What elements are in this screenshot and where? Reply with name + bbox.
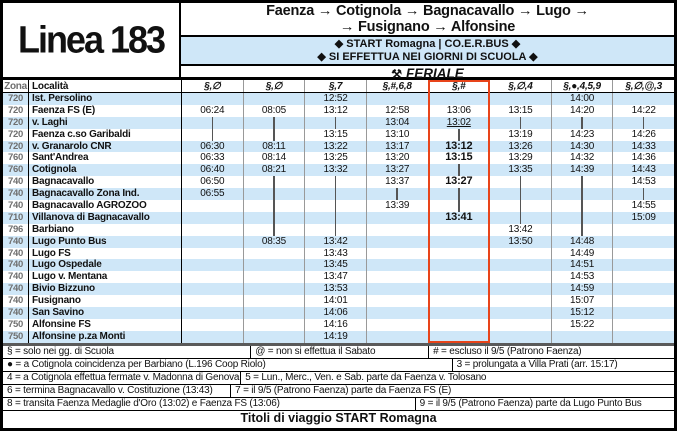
time-cell [613,271,674,283]
school-days-line: ◆ SI EFFETTUA NEI GIORNI DI SCUOLA ◆ [317,50,538,63]
stop-name: Lugo v. Mentana [29,271,182,283]
stop-name: Cotignola [29,164,182,176]
time-cell [367,307,429,319]
operator-band [181,35,674,66]
time-cell: 13:39 [367,200,429,212]
time-cell: 14:39 [552,164,614,176]
stop-name: Bagnacavallo [29,176,182,188]
time-cell [429,331,491,343]
time-cell: 13:35 [490,164,552,176]
time-cell: 14:30 [552,141,614,153]
stop-name: v. Laghi [29,117,182,129]
time-cell [182,224,244,236]
stop-name: Lugo FS [29,248,182,260]
time-cell: 13:12 [305,105,367,117]
pass-through-mark [244,176,306,188]
zona-cell: 796 [3,224,29,236]
stop-name: Ist. Persolino [29,93,182,105]
pass-through-mark [244,117,306,129]
time-cell: 15:09 [631,211,656,223]
time-cell: 15:12 [552,307,614,319]
legend [3,343,674,411]
time-cell [367,236,429,248]
time-cell: 06:30 [182,141,244,153]
time-cell [244,331,306,343]
time-cell [367,295,429,307]
time-cell: 13:42 [305,236,367,248]
line-number: Linea 183 [17,17,165,61]
workdays-icon: ⚒ [391,66,402,81]
time-cell: 13:15 [490,105,552,117]
route-line-2: → Fusignano → Alfonsine [339,18,516,35]
legend-note: ● = a Cotignola coincidenza per Barbiano (L.196 Coop Riolo) [3,359,453,371]
time-cell: 08:05 [244,105,306,117]
service-column-header: §,7 [305,80,367,92]
time-cell [367,319,429,331]
time-cell: 13:47 [305,271,367,283]
table-row [3,236,674,248]
time-cell: 13:32 [305,164,367,176]
time-cell: 06:55 [182,188,244,200]
time-cell: 08:21 [244,164,306,176]
pass-through-mark [429,188,491,200]
legend-note: 8 = transita Faenza Medaglie d'Oro (13:02) e Faenza FS (13:06) [3,398,416,410]
pass-through-mark [244,200,306,212]
time-cell: 13:42 [490,224,552,236]
time-cell: 13:37 [367,176,429,188]
time-cell: 08:11 [244,141,306,153]
pass-through-mark [305,176,367,188]
zona-cell: 740 [3,236,29,248]
time-cell: 15:07 [552,295,614,307]
table-row [3,331,674,343]
pass-through-mark [490,212,552,224]
time-cell [182,259,244,271]
table-row [3,105,674,117]
time-cell [490,271,552,283]
service-type-label: FERIALE [406,66,464,81]
timetable [3,80,674,343]
time-cell: 14:00 [552,93,614,105]
time-cell [613,283,674,295]
pass-through-mark [305,117,367,129]
zona-cell: 740 [3,248,29,260]
time-cell [429,224,491,236]
service-column-header: §,#,6,8 [367,80,429,92]
time-cell [490,248,552,260]
service-column-header: §,# [429,80,491,92]
pass-through-mark [305,188,367,200]
time-cell: 13:25 [305,152,367,164]
stop-name: Fusignano [29,295,182,307]
time-cell [367,224,429,236]
time-cell: 06:33 [182,152,244,164]
zona-cell: 740 [3,176,29,188]
time-cell: 14:23 [552,129,614,141]
time-cell: 14:53 [552,271,614,283]
time-cell: 13:06 [429,105,491,117]
time-cell [613,93,674,105]
pass-through-mark [552,188,614,200]
time-cell [429,248,491,260]
time-cell [490,331,552,343]
pass-through-mark [305,200,367,212]
time-cell [490,319,552,331]
zona-cell: 740 [3,188,29,200]
time-cell: 14:01 [305,295,367,307]
time-cell [429,307,491,319]
time-cell [429,236,491,248]
zona-cell: 740 [3,200,29,212]
time-cell [613,331,674,343]
pass-through-mark [490,188,552,200]
sheet-header [3,3,674,80]
legend-note: 7 = il 9/5 (Patrono Faenza) parte da Faenza FS (E) [235,384,452,396]
stop-name: Bagnacavallo Zona Ind. [29,188,182,200]
time-cell: 13:10 [367,129,429,141]
service-column-header: §,∅ [244,80,306,92]
zona-cell: 720 [3,129,29,141]
pass-through-mark [552,176,614,188]
legend-row [3,398,674,411]
zona-column-header: Zona [3,80,29,92]
time-cell [429,271,491,283]
pass-through-mark [367,188,429,200]
time-cell: 14:20 [552,105,614,117]
time-cell [367,93,429,105]
time-cell: 13:27 [367,164,429,176]
time-cell: 13:27 [429,176,491,188]
time-cell [429,319,491,331]
time-cell: 15:22 [552,319,614,331]
time-cell [490,93,552,105]
stop-name: Bivio Bizzuno [29,283,182,295]
legend-note: 4 = a Cotignola effettua fermate v. Madonna di Genova [3,372,241,384]
legend-note: # = escluso il 9/5 (Patrono Faenza) [433,345,582,357]
time-cell [613,319,674,331]
stop-name: Alfonsine p.za Monti [29,331,182,343]
time-cell [182,319,244,331]
time-cell: 13:22 [305,141,367,153]
zona-cell: 720 [3,105,29,117]
time-cell: 14:33 [631,140,656,152]
pass-through-mark [305,224,367,236]
table-row [3,164,674,176]
stop-name: Sant'Andrea [29,152,182,164]
time-cell: 12:52 [305,93,367,105]
pass-through-mark [552,117,614,129]
time-cell [613,307,674,319]
zona-cell: 750 [3,331,29,343]
legend-note: 5 = Lun., Merc., Ven. e Sab. parte da Faenza v. Tolosano [245,371,487,383]
time-cell: 14:53 [631,176,656,188]
zona-cell: 720 [3,141,29,153]
time-cell [613,248,674,260]
pass-through-mark [305,212,367,224]
legend-row [3,385,674,398]
zona-cell: 750 [3,319,29,331]
time-cell [367,283,429,295]
table-row [3,200,674,212]
time-cell [552,331,614,343]
time-cell: 14:48 [552,236,614,248]
pass-through-mark [182,117,244,129]
time-cell [613,259,674,271]
time-cell: 14:36 [631,152,656,164]
time-cell: 14:06 [305,307,367,319]
service-column-header: §,∅,4 [490,80,552,92]
time-cell [182,283,244,295]
legend-note: 3 = prolungata a Villa Prati (arr. 15:17) [456,358,618,370]
time-cell [367,331,429,343]
time-cell: 12:58 [367,105,429,117]
time-cell [182,248,244,260]
line-number-box [3,3,181,77]
time-cell [182,331,244,343]
time-cell [490,259,552,271]
time-cell [182,295,244,307]
pass-through-mark [244,224,306,236]
time-cell: 13:15 [305,129,367,141]
operator-line: ◆ START Romagna | CO.E.R.BUS ◆ [334,38,521,50]
service-column-header: §,∅ [182,80,244,92]
time-cell: 14:49 [552,248,614,260]
time-cell: 14:26 [631,128,656,140]
stop-name: v. Granarolo CNR [29,141,182,153]
zona-cell: 740 [3,307,29,319]
time-cell [244,295,306,307]
time-cell: 14:19 [305,331,367,343]
time-cell: 13:12 [429,141,491,153]
zona-cell: 740 [3,283,29,295]
pass-through-mark [552,200,614,212]
table-row [3,295,674,307]
time-cell [490,307,552,319]
stop-name: Villanova di Bagnacavallo [29,212,182,224]
stop-name: Faenza FS (E) [29,105,182,117]
pass-through-mark [490,176,552,188]
time-cell: 08:14 [244,152,306,164]
zona-cell: 720 [3,117,29,129]
tickets-footer: Titoli di viaggio START Romagna [240,410,437,425]
time-cell [613,236,674,248]
table-row [3,212,674,224]
table-row [3,283,674,295]
time-cell: 14:59 [552,283,614,295]
stop-name: San Savino [29,307,182,319]
time-cell [490,295,552,307]
zona-cell: 740 [3,271,29,283]
time-cell [182,200,244,212]
table-row [3,117,674,129]
time-cell: 06:40 [182,164,244,176]
time-cell [244,259,306,271]
table-row [3,129,674,141]
time-cell [613,295,674,307]
time-cell: 13:17 [367,141,429,153]
time-cell [182,93,244,105]
stop-name: Bagnacavallo AGROZOO [29,200,182,212]
time-cell: 06:24 [182,105,244,117]
zona-cell: 740 [3,259,29,271]
time-cell [429,93,491,105]
table-row [3,93,674,105]
route-title [181,3,674,35]
legend-note: 9 = il 9/5 (Patrono Faenza) parte da Lugo Punto Bus [419,397,642,409]
time-cell: 13:19 [490,129,552,141]
pass-through-mark [613,188,674,200]
table-row [3,224,674,236]
time-cell: 13:50 [490,236,552,248]
legend-row [3,359,674,372]
pass-through-mark [429,129,491,141]
stop-name: Alfonsine FS [29,319,182,331]
pass-through-mark [613,117,674,129]
time-cell [429,259,491,271]
zona-cell: 760 [3,152,29,164]
zona-cell: 720 [3,93,29,105]
table-row [3,319,674,331]
pass-through-mark [244,188,306,200]
zona-cell: 740 [3,295,29,307]
time-cell [367,212,429,224]
time-cell [244,93,306,105]
timetable-body [3,93,674,343]
legend-row [3,346,674,359]
time-cell [367,259,429,271]
time-cell [490,283,552,295]
stop-name: Barbiano [29,224,182,236]
localita-column-header: Località [29,80,182,92]
time-cell: 08:35 [244,236,306,248]
time-cell [182,271,244,283]
service-type-row [181,66,674,81]
time-cell: 13:29 [490,152,552,164]
zona-cell: 710 [3,212,29,224]
table-row [3,141,674,153]
service-column-header: §,∅,@,3 [625,81,662,92]
time-cell [613,224,674,236]
legend-note: @ = non si effettua il Sabato [251,346,429,358]
column-header-row [3,80,674,93]
header-right [181,3,674,81]
pass-through-mark [552,224,614,236]
time-cell [244,271,306,283]
route-line-1: Faenza → Cotignola → Bagnacavallo → Lugo → [266,3,589,19]
table-row [3,188,674,200]
stop-name: Lugo Ospedale [29,259,182,271]
time-cell: 13:26 [490,141,552,153]
time-cell: 13:43 [305,248,367,260]
pass-through-mark [244,212,306,224]
time-cell [244,319,306,331]
stop-name: Faenza c.so Garibaldi [29,129,182,141]
time-cell: 13:20 [367,152,429,164]
service-column-header: §,●,4,5,9 [552,80,614,92]
legend-row [3,372,674,385]
time-cell [244,283,306,295]
time-cell [244,307,306,319]
time-cell [182,307,244,319]
table-row [3,152,674,164]
table-row [3,248,674,260]
pass-through-mark [552,212,614,224]
time-cell: 13:15 [429,152,491,164]
table-row [3,259,674,271]
time-cell: 13:04 [367,117,429,129]
time-cell [182,236,244,248]
time-cell: 14:16 [305,319,367,331]
table-row [3,176,674,188]
legend-note: 6 = termina Bagnacavallo v. Costituzione (13:43) [3,385,231,397]
time-cell [367,248,429,260]
time-cell: 14:51 [552,259,614,271]
pass-through-mark [182,129,244,141]
pass-through-mark [490,200,552,212]
time-cell: 14:55 [631,200,656,212]
stop-name: Lugo Punto Bus [29,236,182,248]
time-cell [182,212,244,224]
time-cell: 13:53 [305,283,367,295]
time-cell [429,295,491,307]
time-cell [244,248,306,260]
time-cell [429,283,491,295]
pass-through-mark [490,117,552,129]
table-row [3,307,674,319]
time-cell: 13:45 [305,259,367,271]
time-cell: 13:41 [429,212,491,224]
time-cell: 14:22 [631,104,656,116]
legend-note: § = solo nei gg. di Scuola [3,346,251,358]
time-cell: 14:32 [552,152,614,164]
table-row [3,271,674,283]
time-cell [367,271,429,283]
time-cell: 14:43 [631,164,656,176]
time-cell: 13:02 [429,117,491,129]
zona-cell: 760 [3,164,29,176]
time-cell: 06:50 [182,176,244,188]
pass-through-mark [244,129,306,141]
